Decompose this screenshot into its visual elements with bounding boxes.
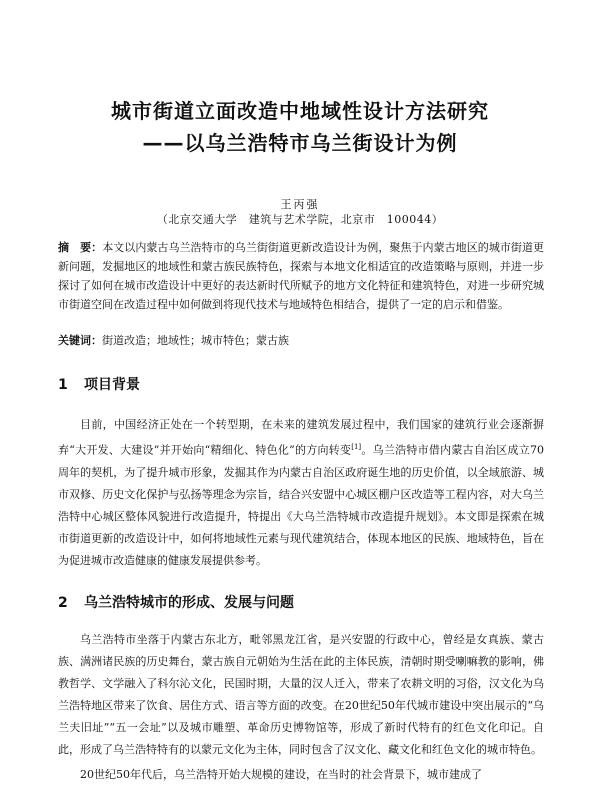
section-1-heading	[58, 374, 140, 394]
keywords-text: 街道改造；地域性；城市特色；蒙古族	[102, 334, 289, 347]
section-2-paragraph-2: 20世纪50年代后，乌兰浩特开始大规模的建设，在当时的社会背景下，城市建成了	[80, 768, 482, 781]
abstract-label: 摘 要：	[58, 241, 103, 254]
section-2-paragraph-1: 乌兰浩特市坐落于内蒙古东北方，毗邻黑龙江省，是兴安盟的行政中心，曾经是女真族、蒙古族、满洲诸民族的历史舞台，蒙古族自元朝始为生活在此的主体民族，清朝时期受喇嘛教的影响，佛教哲学、文学融入了科尔沁文化，民国时期，大量的汉人迁入，带来了农耕文明的习俗，汉文化为乌兰浩特地区带来了饮食、居住方式、语言等方面的改变。在20世纪50年代城市建设中突出展示的“乌兰夫旧址”“五一会址”以及城市雕塑、革命历史博物馆等，形成了新时代特有的红色文化印记。自此，形成了乌兰浩特特有的以蒙元文化为主体，同时包含了汉文化、藏文化和红色文化的城市特色。	[58, 633, 544, 756]
section-1-paragraph	[58, 414, 544, 572]
section-1-text-b: 。乌兰浩特市借内蒙古自治区成立70周年的契机，为了提升城市形象，发掘其作为内蒙古自治区政府诞生地的历史价值，以全域旅游、城市双修、历史文化保护与弘扬等理念为宗旨，结合兴安盟中心城区棚户区改造等工程内容，对大乌兰浩特中心城区整体风貌进行改造提升，特提出《大乌兰浩特城市改造提升规划》。本文即是探索在城市街道更新的改造设计中，如何将地域性元素与现代建筑结合，体现本地区的民族、地域特色，旨在为促进城市改造健康的健康发展提供参考。	[58, 443, 544, 567]
author-name: 王丙强	[280, 198, 320, 211]
section-1-title: 项目背景	[84, 377, 140, 393]
citation-note: [1]	[351, 443, 362, 451]
section-2-heading	[58, 592, 294, 612]
section-1-text-a: 目前，中国经济正处在一个转型期，在未来的建筑发展过程中，我们国家的建筑行业会逐渐摒弃“大开发、大建设”并开始向“精细化、特色化”的方向转变	[58, 418, 544, 457]
section-2-title: 乌兰浩特城市的形成、发展与问题	[84, 595, 294, 611]
section-1-number: 1	[58, 377, 68, 393]
abstract-text: 本文以内蒙古乌兰浩特市的乌兰街街道更新改造设计为例，聚焦于内蒙古地区的城市街道更新问题，发掘地区的地域性和蒙古族民族特色，探索与本地文化相适宜的改造策略与原则，并进一步探讨了如何在城市改造设计中更好的表达新时代所赋予的地方文化特征和建筑特色，对进一步研究城市街道空间在改造过程中如何做到将现代技术与地域特色相结合，提供了一定的启示和借鉴。	[58, 241, 544, 311]
paper-title: 城市街道立面改造中地域性设计方法研究	[111, 99, 489, 123]
section-2-number: 2	[58, 595, 68, 611]
keywords-label: 关键词：	[58, 334, 102, 347]
author-affiliation: （北京交通大学 建筑与艺术学院，北京市 100044）	[156, 213, 444, 226]
abstract-block	[58, 238, 544, 314]
keywords-block	[58, 333, 544, 349]
paper-subtitle: ——以乌兰浩特市乌兰街设计为例	[142, 131, 458, 155]
